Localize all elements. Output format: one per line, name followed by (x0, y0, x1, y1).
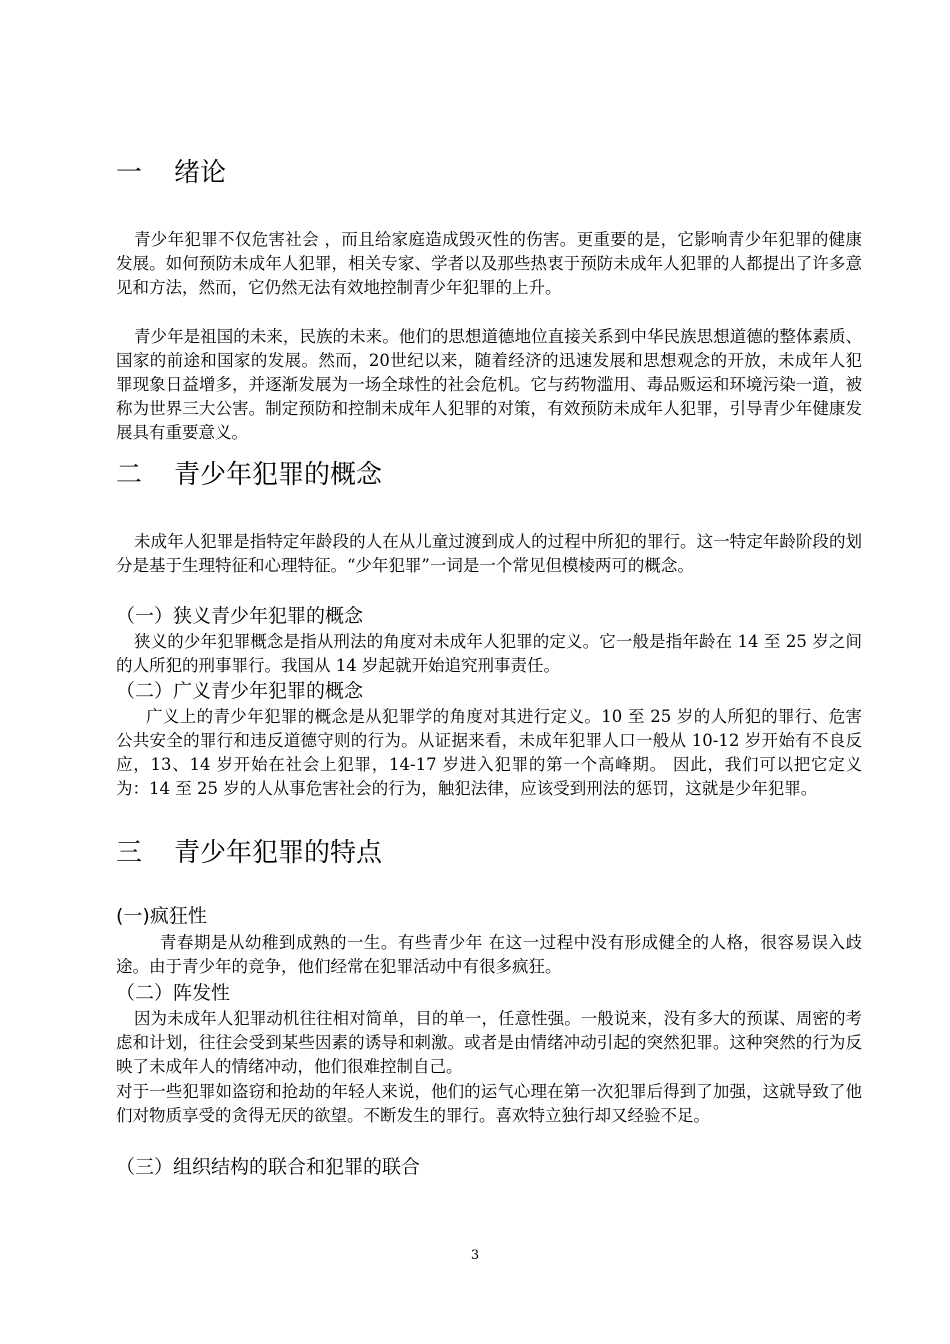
paragraph: 对于一些犯罪如盗窃和抢劫的年轻人来说，他们的运气心理在第一次犯罪后得到了加强，这就导致了他们对物质享受的贪得无厌的欲望。不断发生的罪行。喜欢特立独行却又经验不足。 (116, 1082, 862, 1125)
section-2-heading (116, 460, 382, 490)
subsection-heading: （三）组织结构的联合和犯罪的联合 (116, 1156, 421, 1178)
paragraph: 青少年犯罪不仅危害社会 ，而且给家庭造成毁灭性的伤害。更重要的是，它影响青少年犯罪的健康发展。如何预防未成年人犯罪，相关专家、学者以及那些热衷于预防未成年人犯罪的人都提出了许多意见和方法，然而，它仍然无法有效地控制青少年犯罪的上升。 (116, 230, 862, 297)
subsection-heading: （二）广义青少年犯罪的概念 (116, 680, 364, 702)
section-title: 青少年犯罪的概念 (174, 460, 383, 490)
subsection-heading: (一)疯狂性 (116, 905, 207, 927)
section-number: 二 (116, 460, 143, 490)
paragraph: 青春期是从幼稚到成熟的一生。有些青少年 在这一过程中没有形成健全的人格，很容易误入歧途。由于青少年的竞争，他们经常在犯罪活动中有很多疯狂。 (116, 933, 862, 976)
section-1-heading (116, 158, 226, 188)
subsection-heading: （一）狭义青少年犯罪的概念 (116, 605, 364, 627)
section-number: 三 (116, 838, 143, 868)
paragraph: 广义上的青少年犯罪的概念是从犯罪学的角度对其进行定义。10 至 25 岁的人所犯的罪行、危害公共安全的罪行和违反道德守则的行为。从证据来看，未成年犯罪人口一般从 10-12 岁开始有不良反应，13、14 岁开始在社会上犯罪，14-17 岁进入犯罪的第一个高峰期。 因此，我们可以把它定义为：14 至 25 岁的人从事危害社会的行为，触犯法律，应该受到刑法的惩罚，这就是少年犯罪。 (116, 707, 862, 798)
section-title: 绪论 (174, 158, 227, 188)
section-number: 一 (116, 158, 143, 188)
page-number: 3 (470, 1248, 480, 1263)
section-3-heading (116, 838, 382, 868)
paragraph: 狭义的少年犯罪概念是指从刑法的角度对未成年人犯罪的定义。它一般是指年龄在 14 至 25 岁之间的人所犯的刑事罪行。我国从 14 岁起就开始追究刑事责任。 (116, 632, 862, 675)
paragraph: 因为未成年人犯罪动机往往相对简单，目的单一，任意性强。一般说来，没有多大的预谋、周密的考虑和计划，往往会受到某些因素的诱导和刺激。或者是由情绪冲动引起的突然犯罪。这种突然的行为反映了未成年人的情绪冲动，他们很难控制自己。 (116, 1009, 862, 1076)
subsection-heading: （二）阵发性 (116, 982, 231, 1004)
section-title: 青少年犯罪的特点 (174, 838, 383, 868)
paragraph: 未成年人犯罪是指特定年龄段的人在从儿童过渡到成人的过程中所犯的罪行。这一特定年龄阶段的划分是基于生理特征和心理特征。“少年犯罪”一词是一个常见但模棱两可的概念。 (116, 532, 862, 575)
paragraph: 青少年是祖国的未来，民族的未来。他们的思想道德地位直接关系到中华民族思想道德的整体素质、国家的前途和国家的发展。然而，20世纪以来，随着经济的迅速发展和思想观念的开放，未成年人犯罪现象日益增多，并逐渐发展为一场全球性的社会危机。它与药物滥用、毒品贩运和环境污染一道，被称为世界三大公害。制定预防和控制未成年人犯罪的对策，有效预防未成年人犯罪，引导青少年健康发展具有重要意义。 (116, 327, 862, 442)
